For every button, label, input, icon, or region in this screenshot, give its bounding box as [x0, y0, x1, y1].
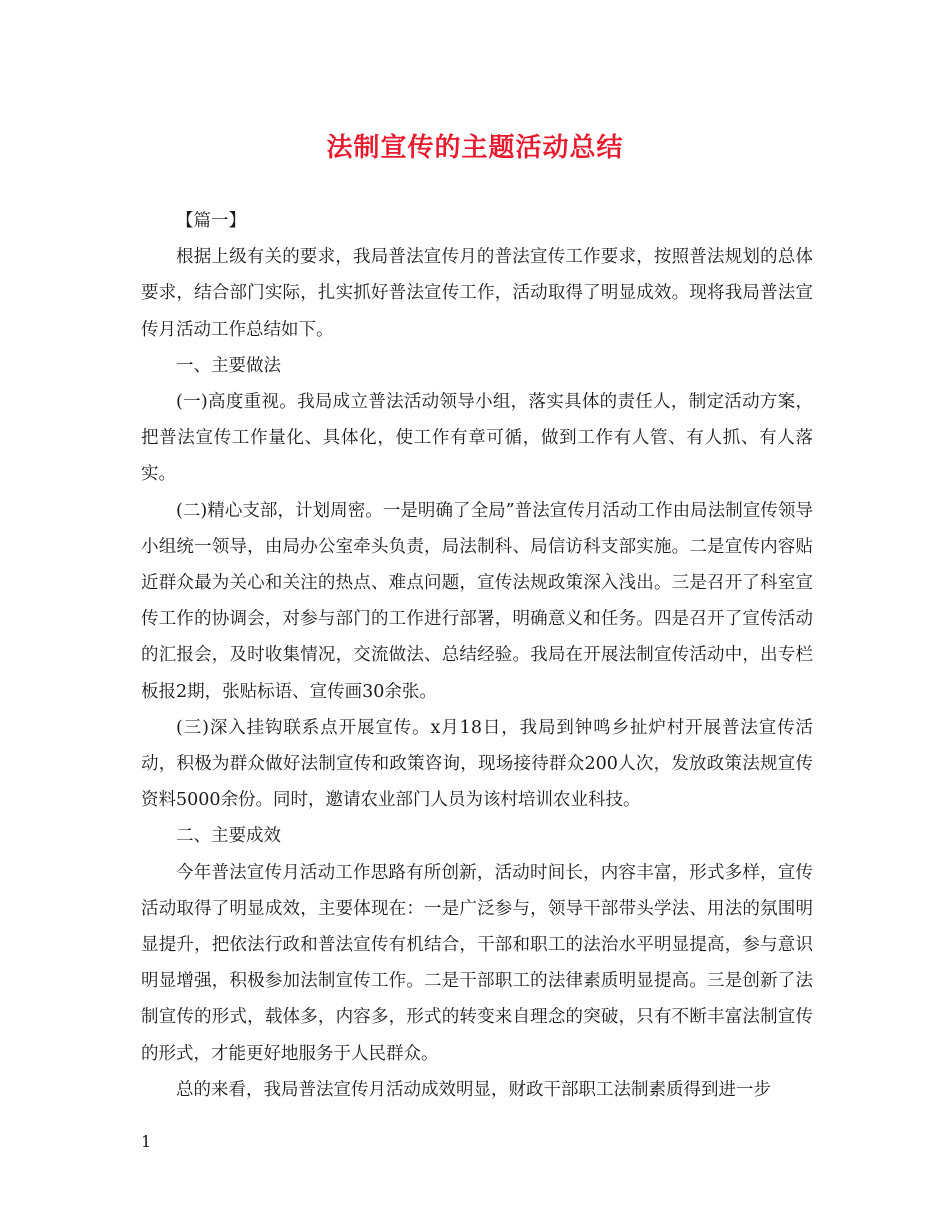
paragraph-item-3: (三)深入挂钩联系点开展宣传。x月18日，我局到钟鸣乡扯炉村开展普法宣传活动，积极为群众做好法制宣传和政策咨询，现场接待群众200人次，发放政策法规宣传资料5000余份。同时，邀请农业部门人员为该村培训农业科技。	[141, 717, 813, 811]
paragraph-intro: 根据上级有关的要求，我局普法宣传月的普法宣传工作要求，按照普法规划的总体要求，结合部门实际，扎实抓好普法宣传工作，活动取得了明显成效。现将我局普法宣传月活动工作总结如下。	[141, 247, 813, 340]
page-number: 1	[141, 1132, 152, 1151]
section-heading-main-results: 二、主要成效	[176, 826, 281, 847]
paragraph-item-1: (一)高度重视。我局成立普法活动领导小组，落实具体的责任人，制定活动方案，把普法宣传工作量化、具体化，使工作有章可循，做到工作有人管、有人抓、有人落实。	[141, 392, 813, 485]
section-marker: 【篇一】	[176, 211, 246, 231]
document-title: 法制宣传的主题活动总结	[326, 133, 624, 163]
document-body	[141, 203, 813, 1108]
paragraph-item-2: (二)精心支部，计划周密。一是明确了全局”普法宣传月活动工作由局法制宣传领导小组统一领导，由局办公室牵头负责，局法制科、局信访科支部实施。二是宣传内容贴近群众最为关心和关注的热点、难点问题，宣传法规政策深入浅出。三是召开了科室宣传工作的协调会，对参与部门的工作进行部署，明确意义和任务。四是召开了宣传活动的汇报会，及时收集情况，交流做法、总结经验。我局在开展法制宣传活动中，出专栏板报2期，张贴标语、宣传画30余张。	[141, 500, 813, 702]
paragraph-results: 今年普法宣传月活动工作思路有所创新，活动时间长，内容丰富，形式多样，宣传活动取得了明显成效，主要体现在：一是广泛参与，领导干部带头学法、用法的氛围明显提升，把依法行政和普法宣传有机结合，干部和职工的法治水平明显提高，参与意识明显增强，积极参加法制宣传工作。二是干部职工的法律素质明显提高。三是创新了法制宣传的形式，载体多，内容多，形式的转变来自理念的突破，只有不断丰富法制宣传的形式，才能更好地服务于人民群众。	[141, 862, 813, 1064]
section-heading-main-practices: 一、主要做法	[176, 355, 281, 376]
paragraph-conclusion: 总的来看，我局普法宣传月活动成效明显，财政干部职工法制素质得到进一步	[176, 1079, 771, 1100]
